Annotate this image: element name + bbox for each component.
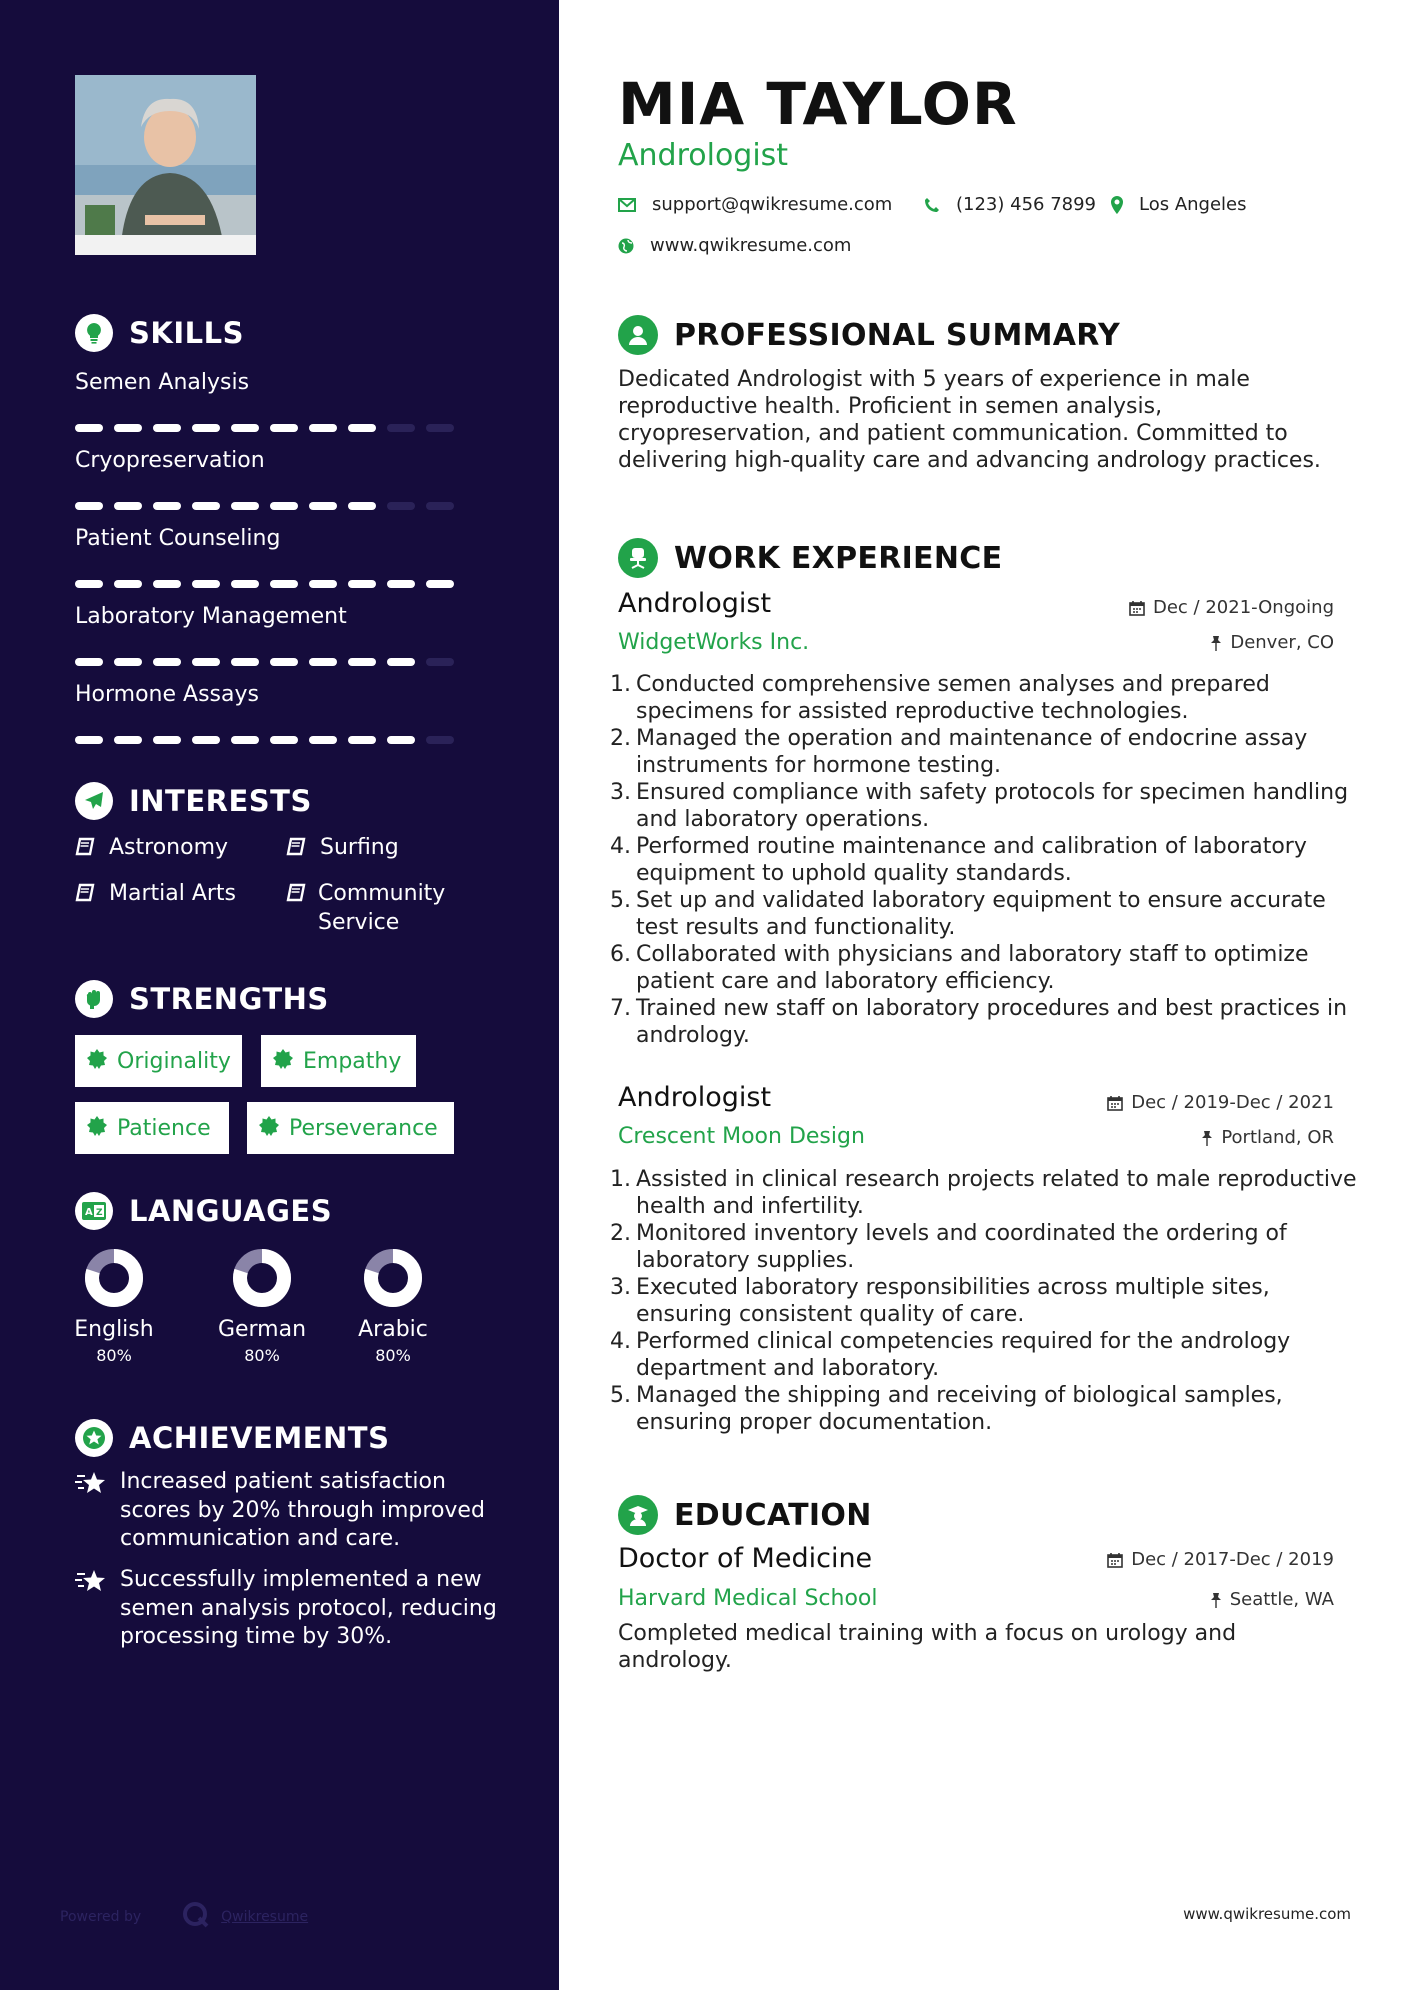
language-item bbox=[212, 1247, 312, 1365]
skill-dash-filled bbox=[231, 502, 259, 510]
language-proficiency-donut bbox=[83, 1247, 145, 1309]
powered-label: Powered by bbox=[60, 1909, 142, 1925]
profile-photo bbox=[75, 75, 256, 255]
skill-item bbox=[75, 680, 475, 710]
language-proficiency-donut bbox=[362, 1247, 424, 1309]
strength-label: Empathy bbox=[303, 1048, 402, 1074]
skill-dash-filled bbox=[192, 658, 220, 666]
lightbulb-icon bbox=[75, 314, 113, 352]
list-item: 4. Performed routine maintenance and calibration of laboratory equipment to uphold quality standards. bbox=[610, 834, 1307, 886]
list-item: 6. Collaborated with physicians and laboratory staff to optimize patient care and laboratory efficiency. bbox=[610, 942, 1309, 994]
skill-dash-filled bbox=[153, 580, 181, 588]
job-location-text: Portland, OR bbox=[1221, 1127, 1334, 1148]
skill-dash-filled bbox=[309, 424, 337, 432]
sidebar bbox=[0, 0, 559, 1990]
list-item: 7. Trained new staff on laboratory procedures and best practices in andrology. bbox=[610, 996, 1348, 1048]
skill-item bbox=[75, 602, 475, 632]
summary-heading bbox=[618, 315, 1120, 355]
bullet-text: Conducted comprehensive semen analyses and prepared specimens for assisted reproductive technologies. bbox=[636, 672, 1270, 724]
globe-icon bbox=[618, 238, 634, 254]
skill-dash-filled bbox=[114, 580, 142, 588]
interest-item bbox=[286, 833, 399, 865]
skill-dash-filled bbox=[114, 424, 142, 432]
skill-level-bar bbox=[75, 580, 465, 588]
contact-phone[interactable] bbox=[924, 194, 1096, 215]
svg-text:Z: Z bbox=[96, 1208, 103, 1218]
list-item: 5. Set up and validated laboratory equipment to ensure accurate test results and functionality. bbox=[610, 888, 1326, 940]
seal-icon bbox=[87, 1049, 107, 1073]
shooting-star-icon bbox=[75, 1470, 107, 1554]
education-title: EDUCATION bbox=[674, 1497, 872, 1533]
pushpin-icon bbox=[1201, 1130, 1213, 1146]
skill-dash-filled bbox=[75, 424, 103, 432]
skill-dash-empty bbox=[387, 502, 415, 510]
skill-dash-filled bbox=[426, 580, 454, 588]
qwikresume-logo-icon bbox=[181, 1900, 211, 1934]
bullet-text: Collaborated with physicians and laboratory staff to optimize patient care and laboratory efficiency. bbox=[636, 942, 1309, 994]
list-item: 2. Managed the operation and maintenance of endocrine assay instruments for hormone testing. bbox=[610, 726, 1308, 778]
skill-dash-filled bbox=[270, 736, 298, 744]
list-item: 5. Managed the shipping and receiving of biological samples, ensuring proper documentation. bbox=[610, 1383, 1283, 1435]
skill-dash-filled bbox=[309, 736, 337, 744]
skill-dash-filled bbox=[192, 736, 220, 744]
interests-title: INTERESTS bbox=[129, 784, 312, 818]
interest-label: Martial Arts bbox=[109, 881, 237, 906]
job-dates bbox=[1107, 1092, 1334, 1113]
office-chair-icon bbox=[618, 538, 658, 578]
calendar-icon bbox=[1129, 600, 1145, 616]
achievements-heading bbox=[75, 1419, 389, 1457]
website-text: www.qwikresume.com bbox=[650, 235, 852, 256]
job-company: Crescent Moon Design bbox=[618, 1124, 865, 1149]
seal-icon bbox=[273, 1049, 293, 1073]
job-location bbox=[1201, 1127, 1334, 1148]
skill-dash-empty bbox=[387, 424, 415, 432]
skill-item bbox=[75, 446, 475, 476]
interest-label: Surfing bbox=[320, 835, 399, 860]
language-name: English bbox=[74, 1317, 154, 1342]
skill-dash-filled bbox=[309, 658, 337, 666]
strengths-heading bbox=[75, 980, 329, 1018]
contact-email[interactable] bbox=[618, 194, 892, 215]
interest-label: Astronomy bbox=[109, 835, 229, 860]
book-icon bbox=[286, 882, 306, 911]
skill-level-bar bbox=[75, 502, 465, 510]
language-name: Arabic bbox=[358, 1317, 428, 1342]
language-name: German bbox=[217, 1317, 307, 1342]
language-percent: 80% bbox=[96, 1346, 132, 1365]
paper-plane-icon bbox=[75, 782, 113, 820]
experience-heading bbox=[618, 538, 1002, 578]
strengths-title: STRENGTHS bbox=[129, 982, 329, 1016]
map-pin-icon bbox=[1111, 196, 1123, 214]
interest-item bbox=[286, 879, 466, 937]
skill-dash-filled bbox=[348, 502, 376, 510]
strength-label: Perseverance bbox=[289, 1115, 438, 1141]
skill-dash-filled bbox=[192, 502, 220, 510]
skill-dash-filled bbox=[309, 580, 337, 588]
interests-heading bbox=[75, 782, 312, 820]
job-location bbox=[1210, 632, 1334, 653]
summary-text: Dedicated Andrologist with 5 years of experience in male reproductive health. Proficient in semen analysis, cryopreservation, and patient communication. Committed to delivering high-quality care and advancing andrology practices. bbox=[618, 367, 1321, 473]
skill-level-bar bbox=[75, 424, 465, 432]
skill-name: Cryopreservation bbox=[75, 448, 265, 473]
skill-item bbox=[75, 524, 475, 554]
translate-icon bbox=[75, 1192, 113, 1230]
skill-dash-filled bbox=[270, 424, 298, 432]
school-name: Harvard Medical School bbox=[618, 1586, 878, 1611]
skill-name: Laboratory Management bbox=[75, 604, 347, 629]
skill-item bbox=[75, 368, 475, 398]
skill-level-bar bbox=[75, 736, 465, 744]
calendar-icon bbox=[1107, 1552, 1123, 1568]
skill-dash-filled bbox=[387, 658, 415, 666]
candidate-role: Andrologist bbox=[618, 138, 789, 173]
languages-heading bbox=[75, 1192, 332, 1230]
strength-badge bbox=[261, 1035, 416, 1087]
skill-dash-filled bbox=[309, 502, 337, 510]
skill-dash-filled bbox=[114, 658, 142, 666]
bullet-text: Assisted in clinical research projects related to male reproductive health and infertility. bbox=[636, 1167, 1357, 1219]
skill-dash-filled bbox=[270, 502, 298, 510]
seal-icon bbox=[87, 1116, 107, 1140]
contact-location bbox=[1111, 194, 1247, 215]
skill-dash-filled bbox=[348, 580, 376, 588]
bullet-text: Performed clinical competencies required for the andrology department and laboratory. bbox=[636, 1329, 1291, 1381]
skill-name: Hormone Assays bbox=[75, 682, 259, 707]
skill-dash-filled bbox=[387, 580, 415, 588]
job-dates-text: Dec / 2021-Ongoing bbox=[1153, 597, 1334, 618]
skill-dash-empty bbox=[426, 658, 454, 666]
skill-dash-filled bbox=[153, 424, 181, 432]
job-dates-text: Dec / 2019-Dec / 2021 bbox=[1131, 1092, 1334, 1113]
summary-title: PROFESSIONAL SUMMARY bbox=[674, 317, 1121, 353]
language-percent: 80% bbox=[375, 1346, 411, 1365]
shooting-star-icon bbox=[75, 1568, 107, 1652]
skill-dash-filled bbox=[270, 580, 298, 588]
job-title: Andrologist bbox=[618, 1082, 772, 1113]
fist-icon bbox=[75, 980, 113, 1018]
bullet-text: Set up and validated laboratory equipment to ensure accurate test results and functionality. bbox=[636, 888, 1326, 940]
main-content bbox=[559, 0, 1407, 1990]
list-item: 2. Monitored inventory levels and coordinated the ordering of laboratory supplies. bbox=[610, 1221, 1287, 1273]
svg-text:A: A bbox=[85, 1207, 93, 1218]
interest-item bbox=[75, 833, 228, 865]
strength-label: Patience bbox=[117, 1115, 211, 1141]
language-proficiency-donut bbox=[231, 1247, 293, 1309]
skill-dash-filled bbox=[231, 580, 259, 588]
bullet-text: Managed the operation and maintenance of endocrine assay instruments for hormone testing. bbox=[636, 726, 1308, 778]
job-location-text: Denver, CO bbox=[1230, 632, 1334, 653]
interest-item bbox=[75, 879, 236, 911]
skill-level-bar bbox=[75, 658, 465, 666]
skill-dash-filled bbox=[75, 658, 103, 666]
language-item bbox=[64, 1247, 164, 1365]
list-item: 1. Conducted comprehensive semen analyses and prepared specimens for assisted reproductive technologies. bbox=[610, 672, 1270, 724]
location-text: Los Angeles bbox=[1139, 194, 1247, 215]
powered-brand-link[interactable]: Qwikresume bbox=[221, 1909, 309, 1925]
bullet-text: Monitored inventory levels and coordinated the ordering of laboratory supplies. bbox=[636, 1221, 1287, 1273]
candidate-name: MIA TAYLOR bbox=[618, 70, 1018, 138]
email-text: support@qwikresume.com bbox=[652, 194, 893, 215]
education-location-text: Seattle, WA bbox=[1229, 1589, 1334, 1610]
skill-dash-empty bbox=[426, 736, 454, 744]
languages-title: LANGUAGES bbox=[129, 1194, 333, 1228]
skill-dash-filled bbox=[348, 658, 376, 666]
skill-dash-filled bbox=[348, 424, 376, 432]
pushpin-icon bbox=[1210, 635, 1222, 651]
degree-title: Doctor of Medicine bbox=[618, 1543, 873, 1574]
bullet-text: Ensured compliance with safety protocols for specimen handling and laboratory operations. bbox=[636, 780, 1349, 832]
skill-dash-filled bbox=[153, 736, 181, 744]
skill-dash-filled bbox=[231, 658, 259, 666]
skill-dash-filled bbox=[387, 736, 415, 744]
achievements-title: ACHIEVEMENTS bbox=[129, 1421, 390, 1455]
achievement-item bbox=[75, 1566, 515, 1652]
star-badge-icon bbox=[75, 1419, 113, 1457]
list-item: 1. Assisted in clinical research projects related to male reproductive health and infertility. bbox=[610, 1167, 1357, 1219]
strength-badge bbox=[75, 1035, 242, 1087]
skill-dash-filled bbox=[231, 736, 259, 744]
strength-label: Originality bbox=[117, 1048, 231, 1074]
skill-dash-filled bbox=[153, 502, 181, 510]
skill-dash-filled bbox=[192, 580, 220, 588]
skills-heading bbox=[75, 314, 244, 352]
education-dates-text: Dec / 2017-Dec / 2019 bbox=[1131, 1549, 1334, 1570]
list-item: 3. Ensured compliance with safety protocols for specimen handling and laboratory operations. bbox=[610, 780, 1349, 832]
book-icon bbox=[286, 836, 308, 865]
list-item: 3. Executed laboratory responsibilities across multiple sites, ensuring consistent quality of care. bbox=[610, 1275, 1270, 1327]
experience-title: WORK EXPERIENCE bbox=[674, 540, 1003, 576]
skill-dash-filled bbox=[75, 736, 103, 744]
skill-dash-filled bbox=[153, 658, 181, 666]
job-company: WidgetWorks Inc. bbox=[618, 630, 810, 655]
achievement-text: Increased patient satisfaction scores by 20% through improved communication and care. bbox=[120, 1469, 485, 1551]
achievement-text: Successfully implemented a new semen analysis protocol, reducing processing time by 30%. bbox=[120, 1567, 497, 1649]
language-percent: 80% bbox=[244, 1346, 280, 1365]
seal-icon bbox=[259, 1116, 279, 1140]
skills-title: SKILLS bbox=[129, 316, 244, 350]
calendar-icon bbox=[1107, 1095, 1123, 1111]
job-responsibilities bbox=[610, 671, 1368, 1049]
list-item: 4. Performed clinical competencies required for the andrology department and laboratory. bbox=[610, 1329, 1291, 1381]
skill-name: Semen Analysis bbox=[75, 370, 250, 395]
bullet-text: Managed the shipping and receiving of biological samples, ensuring proper documentation. bbox=[636, 1383, 1283, 1435]
interest-label: Community Service bbox=[318, 881, 446, 935]
phone-text: (123) 456 7899 bbox=[956, 194, 1097, 215]
skill-dash-filled bbox=[75, 580, 103, 588]
book-icon bbox=[75, 882, 97, 911]
powered-by bbox=[60, 1900, 308, 1934]
bullet-text: Executed laboratory responsibilities across multiple sites, ensuring consistent quality of care. bbox=[636, 1275, 1270, 1327]
education-description: Completed medical training with a focus on urology and andrology. bbox=[618, 1621, 1237, 1673]
job-dates bbox=[1129, 597, 1334, 618]
envelope-icon bbox=[618, 198, 636, 212]
graduate-icon bbox=[618, 1495, 658, 1535]
pushpin-icon bbox=[1210, 1592, 1222, 1608]
job-responsibilities bbox=[610, 1166, 1368, 1436]
user-icon bbox=[618, 315, 658, 355]
strength-badge bbox=[247, 1102, 454, 1154]
skill-dash-filled bbox=[114, 736, 142, 744]
education-dates bbox=[1107, 1549, 1334, 1570]
skill-dash-filled bbox=[270, 658, 298, 666]
education-location bbox=[1210, 1589, 1334, 1610]
education-heading bbox=[618, 1495, 872, 1535]
phone-icon bbox=[924, 197, 940, 213]
skill-dash-empty bbox=[426, 424, 454, 432]
footer-url[interactable]: www.qwikresume.com bbox=[1183, 1905, 1351, 1923]
skill-dash-filled bbox=[231, 424, 259, 432]
bullet-text: Performed routine maintenance and calibration of laboratory equipment to uphold quality standards. bbox=[636, 834, 1307, 886]
contact-website[interactable] bbox=[618, 235, 851, 256]
bullet-text: Trained new staff on laboratory procedures and best practices in andrology. bbox=[636, 996, 1348, 1048]
skill-name: Patient Counseling bbox=[75, 526, 281, 551]
achievement-item bbox=[75, 1468, 515, 1554]
language-item bbox=[343, 1247, 443, 1365]
skill-dash-filled bbox=[348, 736, 376, 744]
skill-dash-empty bbox=[426, 502, 454, 510]
book-icon bbox=[75, 836, 97, 865]
skill-dash-filled bbox=[75, 502, 103, 510]
job-title: Andrologist bbox=[618, 588, 772, 619]
skill-dash-filled bbox=[192, 424, 220, 432]
strength-badge bbox=[75, 1102, 229, 1154]
skill-dash-filled bbox=[114, 502, 142, 510]
